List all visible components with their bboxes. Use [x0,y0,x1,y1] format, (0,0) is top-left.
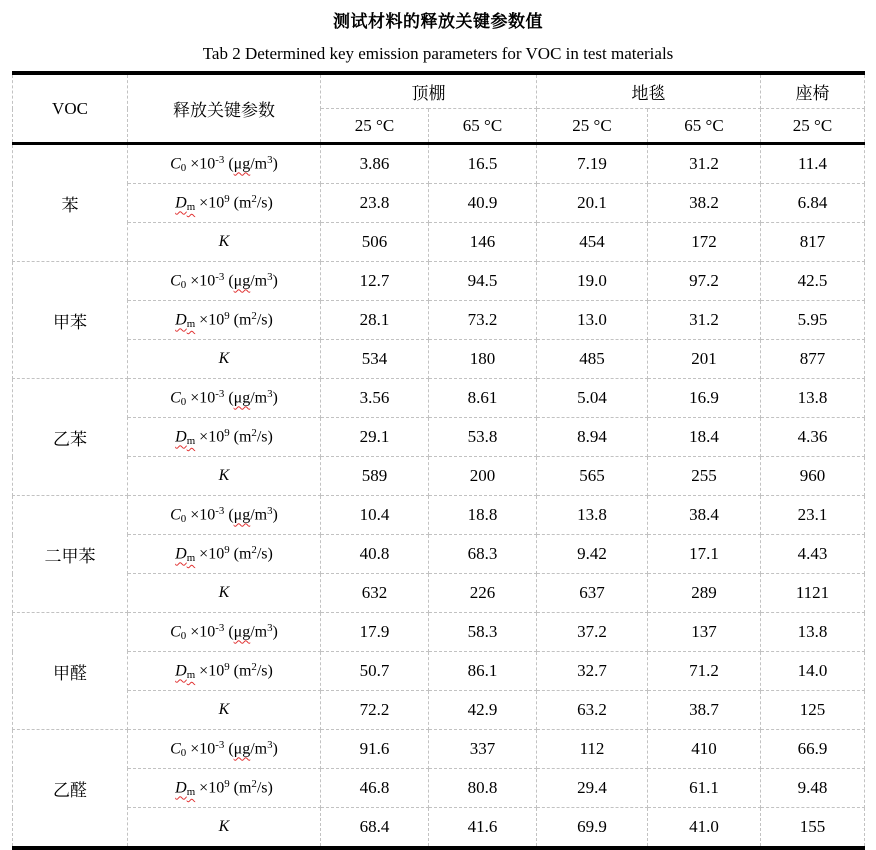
table-row [13,574,865,613]
param-label-part: /m [250,623,268,641]
header-material-ceiling: 顶棚 [321,73,537,109]
param-label-part: ×10 [195,779,225,797]
param-label-part: (m [229,545,252,563]
value-cell: 877 [761,340,865,379]
param-label-part: C [170,155,181,173]
value-cell: 9.48 [761,769,865,808]
param-label-part: ) [272,623,278,641]
value-cell: 32.7 [537,652,648,691]
param-label-part: 3 [267,387,273,400]
param-label-part: m [186,552,196,565]
value-cell: 41.0 [648,808,761,849]
param-label-part: 0 [180,396,187,409]
value-cell: 53.8 [429,418,537,457]
value-cell: 68.4 [321,808,429,849]
value-cell: 8.61 [429,379,537,418]
param-label-part: ( [224,740,234,758]
value-cell: 155 [761,808,865,849]
param-label-part: μg [233,506,251,524]
value-cell: 38.4 [648,496,761,535]
param-label-part: -3 [215,504,225,517]
value-cell: 817 [761,223,865,262]
param-label-part: 9 [224,192,230,205]
header-row-materials [13,73,865,109]
param-label-part: 0 [180,162,187,175]
param-label-part: ( [224,623,234,641]
table-row [13,144,865,184]
param-label-part: ×10 [195,194,225,212]
value-cell: 40.9 [429,184,537,223]
param-label-part: 2 [251,192,257,205]
value-cell: 40.8 [321,535,429,574]
table-title-zh: 测试材料的释放关键参数值 [333,12,543,31]
value-cell: 72.2 [321,691,429,730]
param-label-part: m [186,435,196,448]
table-row [13,496,865,535]
param-label-part: C [170,740,181,758]
param-label-part: 9 [224,660,230,673]
param-label-part: (m [229,779,252,797]
param-label-part: K [218,584,230,601]
param-label-part: (m [229,194,252,212]
param-label-part: K [218,233,230,250]
param-label-part: /s) [256,779,273,797]
table-row [13,652,865,691]
value-cell: 91.6 [321,730,429,769]
param-label-part: 2 [251,660,257,673]
header-temp-ceiling-65: 65 °C [429,109,537,144]
emission-parameters-table [12,71,865,850]
document-page [0,7,876,850]
header-voc: VOC [13,73,128,144]
value-cell: 86.1 [429,652,537,691]
value-cell: 960 [761,457,865,496]
value-cell: 137 [648,613,761,652]
param-label-part: /m [250,389,268,407]
value-cell: 9.42 [537,535,648,574]
value-cell: 73.2 [429,301,537,340]
param-label-part: D [175,194,187,212]
value-cell: 38.7 [648,691,761,730]
value-cell: 506 [321,223,429,262]
param-label-cell [128,301,321,340]
table-header [13,73,865,144]
value-cell: 97.2 [648,262,761,301]
param-label-cell [128,574,321,613]
param-label-part: 0 [180,747,187,760]
value-cell: 31.2 [648,144,761,184]
param-label-part: ×10 [186,272,216,290]
param-label-part: 3 [267,153,273,166]
value-cell: 200 [429,457,537,496]
param-label-part: -3 [215,153,225,166]
header-temp-carpet-25: 25 °C [537,109,648,144]
voc-name-cell: 甲醛 [13,613,128,730]
param-label-part: μg [233,623,251,641]
param-label-cell [128,730,321,769]
param-label-part: 9 [224,426,230,439]
table-row [13,769,865,808]
value-cell: 637 [537,574,648,613]
value-cell: 16.9 [648,379,761,418]
value-cell: 180 [429,340,537,379]
param-label-part: ) [272,740,278,758]
param-label-part: /m [250,155,268,173]
param-label-part: ×10 [195,545,225,563]
param-label-part: m [186,786,196,799]
param-label-part: /s) [256,662,273,680]
value-cell: 485 [537,340,648,379]
table-row [13,808,865,849]
param-label-cell [128,691,321,730]
param-label-part: K [218,350,230,367]
voc-name-cell: 乙醛 [13,730,128,849]
param-label-part: /s) [256,311,273,329]
header-temp-ceiling-25: 25 °C [321,109,429,144]
param-label-part: D [175,428,187,446]
value-cell: 112 [537,730,648,769]
param-label-cell [128,262,321,301]
param-label-part: 2 [251,777,257,790]
param-label-part: ) [272,272,278,290]
param-label-part: /m [250,272,268,290]
value-cell: 63.2 [537,691,648,730]
param-label-part: C [170,506,181,524]
value-cell: 125 [761,691,865,730]
value-cell: 68.3 [429,535,537,574]
value-cell: 23.1 [761,496,865,535]
param-label-part: 3 [267,504,273,517]
header-param: 释放关键参数 [128,73,321,144]
value-cell: 410 [648,730,761,769]
param-label-part: ( [224,506,234,524]
param-label-part: -3 [215,270,225,283]
param-label-part: K [218,701,230,718]
param-label-cell [128,379,321,418]
param-label-part: ) [272,389,278,407]
value-cell: 6.84 [761,184,865,223]
value-cell: 146 [429,223,537,262]
value-cell: 61.1 [648,769,761,808]
table-row [13,340,865,379]
value-cell: 18.4 [648,418,761,457]
value-cell: 42.5 [761,262,865,301]
param-label-part: 3 [267,621,273,634]
param-label-part: (m [229,311,252,329]
value-cell: 69.9 [537,808,648,849]
param-label-part: 9 [224,309,230,322]
value-cell: 29.1 [321,418,429,457]
value-cell: 3.56 [321,379,429,418]
voc-name-cell: 乙苯 [13,379,128,496]
param-label-part: ×10 [186,740,216,758]
value-cell: 7.19 [537,144,648,184]
param-label-part: D [175,662,187,680]
value-cell: 1121 [761,574,865,613]
value-cell: 12.7 [321,262,429,301]
param-label-part: C [170,272,181,290]
param-label-part: D [175,311,187,329]
param-label-part: ( [224,389,234,407]
value-cell: 17.9 [321,613,429,652]
table-row [13,691,865,730]
value-cell: 632 [321,574,429,613]
table-row [13,184,865,223]
param-label-part: ×10 [186,155,216,173]
value-cell: 58.3 [429,613,537,652]
table-row [13,223,865,262]
table-row [13,613,865,652]
table-row [13,301,865,340]
value-cell: 94.5 [429,262,537,301]
value-cell: 66.9 [761,730,865,769]
value-cell: 28.1 [321,301,429,340]
param-label-part: m [186,201,196,214]
param-label-part: m [186,669,196,682]
value-cell: 29.4 [537,769,648,808]
value-cell: 454 [537,223,648,262]
value-cell: 71.2 [648,652,761,691]
value-cell: 80.8 [429,769,537,808]
value-cell: 18.8 [429,496,537,535]
table-row [13,262,865,301]
param-label-part: 2 [251,426,257,439]
value-cell: 42.9 [429,691,537,730]
param-label-part: ( [224,272,234,290]
value-cell: 255 [648,457,761,496]
header-material-carpet: 地毯 [537,73,761,109]
param-label-part: μg [233,272,251,290]
value-cell: 565 [537,457,648,496]
param-label-part: D [175,545,187,563]
value-cell: 4.43 [761,535,865,574]
value-cell: 13.8 [761,613,865,652]
param-label-part: K [218,818,230,835]
param-label-cell [128,223,321,262]
value-cell: 289 [648,574,761,613]
header-material-seat: 座椅 [761,73,865,109]
param-label-part: (m [229,662,252,680]
param-label-part: ×10 [186,389,216,407]
param-label-part: 3 [267,270,273,283]
param-label-part: ( [224,155,234,173]
param-label-cell [128,144,321,184]
value-cell: 201 [648,340,761,379]
value-cell: 38.2 [648,184,761,223]
value-cell: 8.94 [537,418,648,457]
table-row [13,418,865,457]
param-label-cell [128,613,321,652]
value-cell: 37.2 [537,613,648,652]
value-cell: 13.8 [537,496,648,535]
value-cell: 50.7 [321,652,429,691]
param-label-part: D [175,779,187,797]
value-cell: 10.4 [321,496,429,535]
value-cell: 23.8 [321,184,429,223]
param-label-part: ×10 [186,506,216,524]
value-cell: 19.0 [537,262,648,301]
param-label-part: 9 [224,543,230,556]
table-row [13,535,865,574]
value-cell: 5.95 [761,301,865,340]
value-cell: 41.6 [429,808,537,849]
param-label-cell [128,808,321,849]
table-body [13,144,865,849]
header-temp-carpet-65: 65 °C [648,109,761,144]
param-label-part: C [170,623,181,641]
param-label-cell [128,769,321,808]
param-label-part: /s) [256,428,273,446]
value-cell: 4.36 [761,418,865,457]
param-label-part: -3 [215,387,225,400]
param-label-part: μg [233,155,251,173]
value-cell: 31.2 [648,301,761,340]
param-label-part: 2 [251,309,257,322]
value-cell: 46.8 [321,769,429,808]
value-cell: 3.86 [321,144,429,184]
value-cell: 16.5 [429,144,537,184]
value-cell: 11.4 [761,144,865,184]
param-label-cell [128,496,321,535]
table-row [13,730,865,769]
value-cell: 13.0 [537,301,648,340]
value-cell: 20.1 [537,184,648,223]
param-label-part: 3 [267,738,273,751]
header-temp-seat-25: 25 °C [761,109,865,144]
param-label-part: ×10 [195,662,225,680]
value-cell: 17.1 [648,535,761,574]
param-label-part: /s) [256,194,273,212]
value-cell: 589 [321,457,429,496]
table-row [13,379,865,418]
param-label-cell [128,457,321,496]
param-label-part: 0 [180,279,187,292]
param-label-part: K [218,467,230,484]
param-label-cell [128,184,321,223]
param-label-part: /m [250,740,268,758]
param-label-part: -3 [215,621,225,634]
param-label-cell [128,535,321,574]
value-cell: 534 [321,340,429,379]
param-label-part: C [170,389,181,407]
param-label-cell [128,652,321,691]
param-label-part: ) [272,155,278,173]
voc-name-cell: 二甲苯 [13,496,128,613]
param-label-part: (m [229,428,252,446]
param-label-part: /m [250,506,268,524]
value-cell: 172 [648,223,761,262]
param-label-part: 0 [180,513,187,526]
param-label-cell [128,340,321,379]
value-cell: 14.0 [761,652,865,691]
value-cell: 5.04 [537,379,648,418]
param-label-part: ) [272,506,278,524]
voc-name-cell: 甲苯 [13,262,128,379]
table-title-en: Tab 2 Determined key emission parameters for VOC in test materials [202,44,674,63]
param-label-part: ×10 [195,311,225,329]
param-label-part: m [186,318,196,331]
param-label-part: -3 [215,738,225,751]
param-label-part: μg [233,389,251,407]
param-label-part: μg [233,740,251,758]
param-label-part: /s) [256,545,273,563]
param-label-cell [128,418,321,457]
table-row [13,457,865,496]
param-label-part: 2 [251,543,257,556]
param-label-part: 0 [180,630,187,643]
voc-name-cell: 苯 [13,144,128,262]
value-cell: 13.8 [761,379,865,418]
param-label-part: ×10 [195,428,225,446]
param-label-part: 9 [224,777,230,790]
value-cell: 337 [429,730,537,769]
value-cell: 226 [429,574,537,613]
param-label-part: ×10 [186,623,216,641]
